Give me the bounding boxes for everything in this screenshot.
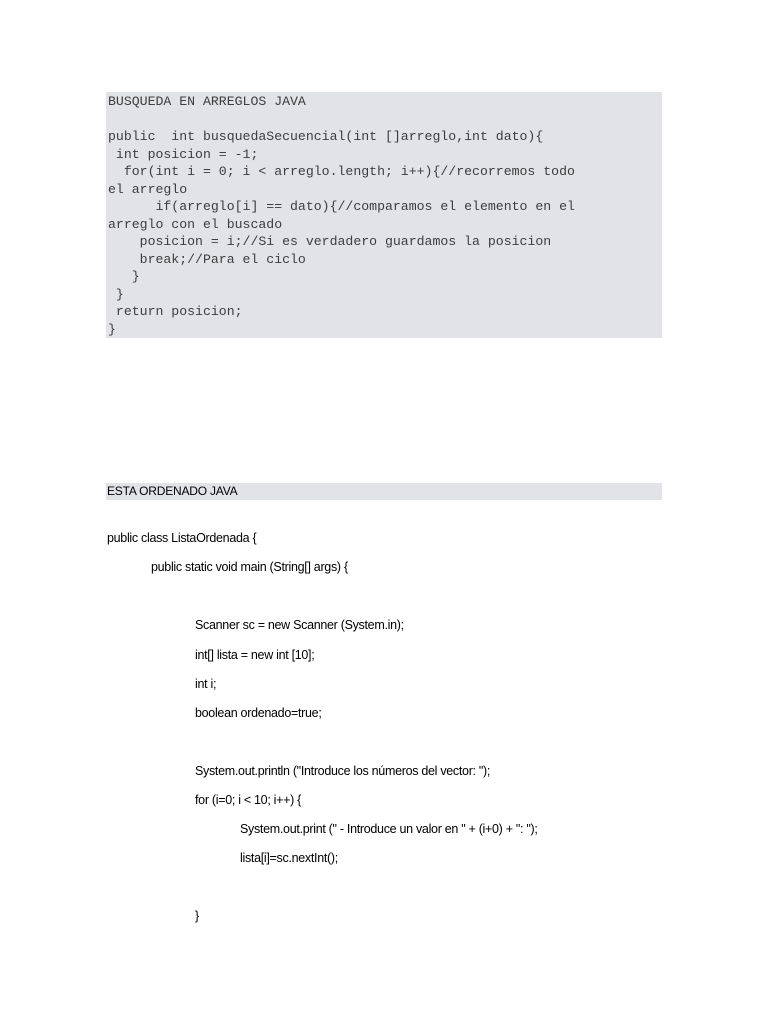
java-code-line: Scanner sc = new Scanner (System.in); xyxy=(195,618,404,632)
section-title: ESTA ORDENADO JAVA xyxy=(107,484,238,498)
code-blank-line xyxy=(108,111,660,129)
java-code-line: System.out.print (" - Introduce un valor en " + (i+0) + ": "); xyxy=(240,822,538,836)
code-line: if(arreglo[i] == dato){//comparamos el elemento en el xyxy=(108,199,575,214)
java-code-line: int i; xyxy=(195,677,217,691)
code-line: } xyxy=(108,286,124,302)
code-line: int posicion = -1; xyxy=(108,146,259,162)
code-line: arreglo con el buscado xyxy=(108,216,283,232)
code-line: el arreglo xyxy=(108,181,188,197)
java-code-line: int[] lista = new int [10]; xyxy=(195,648,315,662)
java-code-line: public class ListaOrdenada { xyxy=(107,531,257,545)
java-code-line: public static void main (String[] args) { xyxy=(151,560,348,574)
java-code-line: } xyxy=(195,909,199,923)
java-code-line: System.out.println ("Introduce los números del vector: "); xyxy=(195,764,491,778)
java-code-line: for (i=0; i < 10; i++) { xyxy=(195,793,302,807)
java-code-line: lista[i]=sc.nextInt(); xyxy=(240,851,338,865)
code-line: return posicion; xyxy=(108,304,243,319)
code-line: } xyxy=(108,269,140,284)
code-line: public int busquedaSecuencial(int []arreglo,int dato){ xyxy=(108,129,544,144)
code-line: } xyxy=(108,321,116,337)
code-line: posicion = i;//Si es verdadero guardamos la posicion xyxy=(108,234,552,249)
java-code-line: boolean ordenado=true; xyxy=(195,706,322,720)
busqueda-code-block xyxy=(106,92,662,338)
code-line: for(int i = 0; i < arreglo.length; i++){//recorremos todo xyxy=(108,164,575,179)
code-line: break;//Para el ciclo xyxy=(108,251,306,267)
code-title-line: BUSQUEDA EN ARREGLOS JAVA xyxy=(108,94,306,109)
